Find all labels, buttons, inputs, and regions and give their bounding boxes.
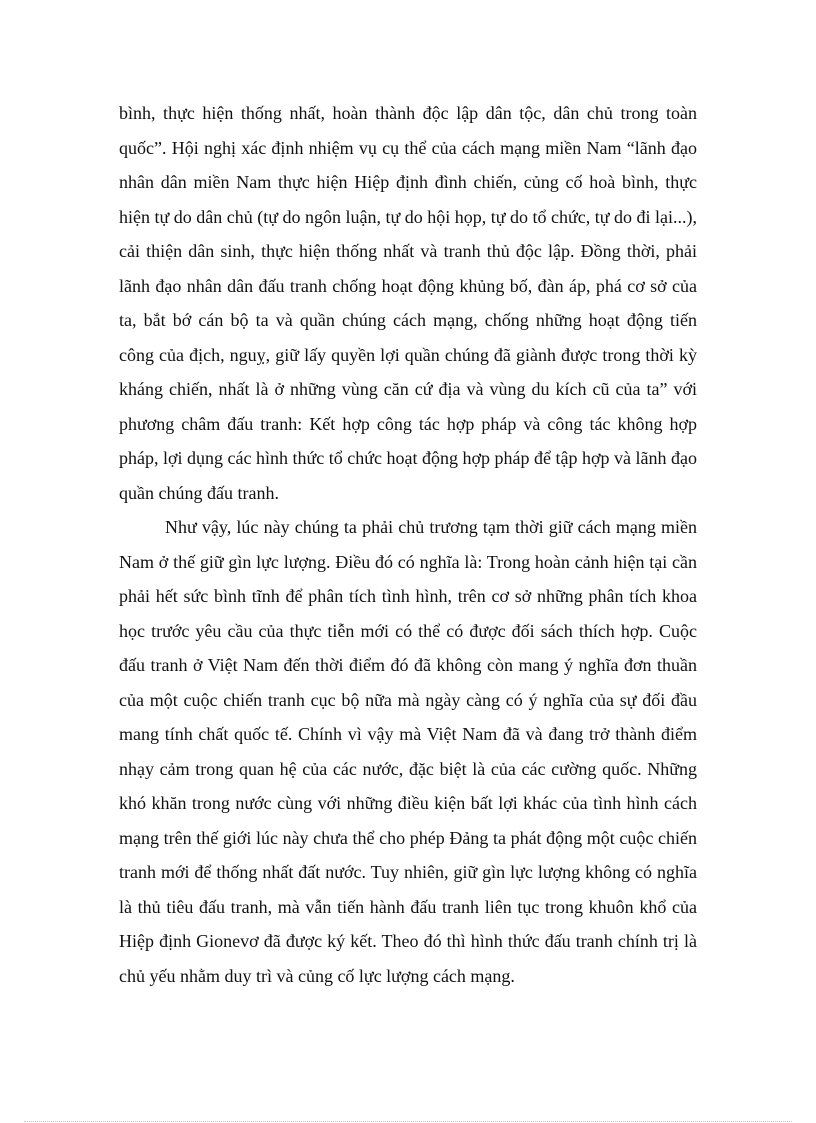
paragraph: Như vậy, lúc này chúng ta phải chủ trương tạm thời giữ cách mạng miền Nam ở thế giữ gìn lực lượng. Điều đó có nghĩa là: Trong hoàn cảnh hiện tại cần phải hết sức bình tĩnh để phân tích tình hình, trên cơ sở những phân tích khoa học trước yêu cầu của thực tiễn mới có thể có được đối sách thích hợp. Cuộc đấu tranh ở Việt Nam đến thời điểm đó đã không còn mang ý nghĩa đơn thuần của một cuộc chiến tranh cục bộ nữa mà ngày càng có ý nghĩa của sự đối đầu mang tính chất quốc tế. Chính vì vậy mà Việt Nam đã và đang trở thành điểm nhạy cảm trong quan hệ của các nước, đặc biệt là của các cường quốc. Những khó khăn trong nước cùng với những điều kiện bất lợi khác của tình hình cách mạng trên thế giới lúc này chưa thể cho phép Đảng ta phát động một cuộc chiến tranh mới để thống nhất đất nước. Tuy nhiên, giữ gìn lực lượng không có nghĩa là thủ tiêu đấu tranh, mà vẫn tiến hành đấu tranh liên tục trong khuôn khổ của Hiệp định Gionevơ đã được ký kết. Theo đó thì hình thức đấu tranh chính trị là chủ yếu nhằm duy trì và củng cố lực lượng cách mạng. <box>119 517 697 986</box>
body-text <box>119 96 697 993</box>
paragraph-continued: bình, thực hiện thống nhất, hoàn thành độc lập dân tộc, dân chủ trong toàn quốc”. Hội nghị xác định nhiệm vụ cụ thể của cách mạng miền Nam “lãnh đạo nhân dân miền Nam thực hiện Hiệp định đình chiến, củng cố hoà bình, thực hiện tự do dân chủ (tự do ngôn luận, tự do hội họp, tự do tổ chức, tự do đi lại...), cải thiện dân sinh, thực hiện thống nhất và tranh thủ độc lập. Đồng thời, phải lãnh đạo nhân dân đấu tranh chống hoạt động khủng bố, đàn áp, phá cơ sở của ta, bắt bớ cán bộ ta và quần chúng cách mạng, chống những hoạt động tiến công của địch, nguỵ, giữ lấy quyền lợi quần chúng đã giành được trong thời kỳ kháng chiến, nhất là ở những vùng căn cứ địa và vùng du kích cũ của ta” với phương châm đấu tranh: Kết hợp công tác hợp pháp và công tác không hợp pháp, lợi dụng các hình thức tổ chức hoạt động hợp pháp để tập hợp và lãnh đạo quần chúng đấu tranh. <box>119 103 697 503</box>
page-bottom-rule <box>24 1121 792 1122</box>
